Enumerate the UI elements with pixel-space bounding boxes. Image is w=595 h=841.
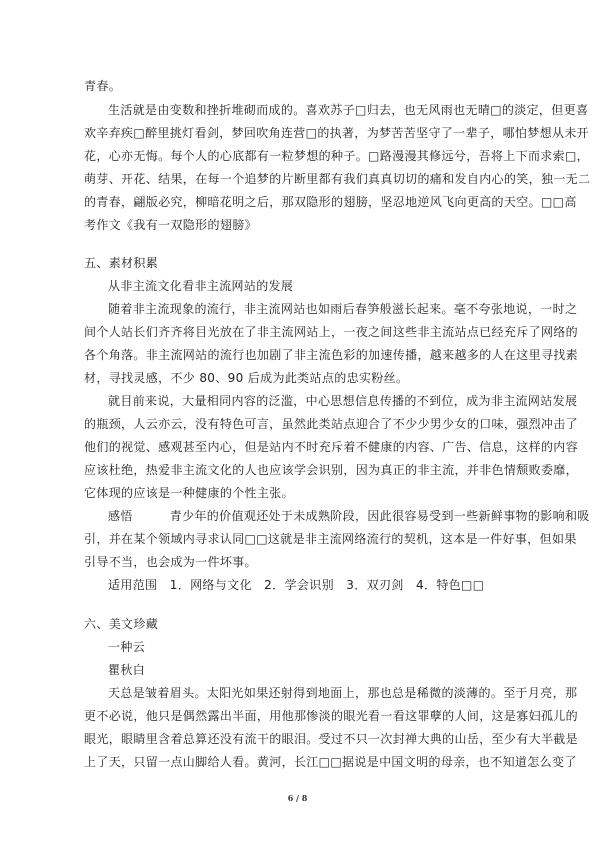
section-heading: 六、美文珍藏 [84,617,159,631]
text-line: 的瓶颈，人云亦云，没有特色可言，虽然此类站点迎合了不少少男少女的口味，强烈冲击了 [84,417,579,431]
text-line: 上了天，只留一点山脚给人看。黄河，长江□□据说是中国文明的母亲，也不知道怎么变了 [84,755,577,769]
text-line: 眼光，眼睛里含着总算还没有流干的眼泪。受过不只一次封禅大典的山岳，至少有大半截是 [84,732,579,746]
section-heading: 五、素材积累 [84,256,159,270]
text-line: 更不必说，他只是偶然露出半面，用他那惨淡的眼光看一看这罪孽的人间，这是寡妇孤儿的 [84,709,579,723]
text-line: 感悟 青少年的价值观还处于未成熟阶段，因此很容易受到一些新鲜事物的影响和吸 [108,509,590,523]
text-line: 各个角落。非主流网站的流行也加剧了非主流色彩的加速传播，越来越多的人在这里寻找素 [84,348,579,362]
text-line: 随着非主流现象的流行，非主流网站也如雨后春笋般滋长起来。毫不夸张地说，一时之 [108,302,578,316]
text-line: 生活就是由变数和挫折堆砌而成的。喜欢苏子□归去，也无风雨也无晴□的淡定，但更喜 [108,103,589,117]
text-line: 引导不当，也会成为一件坏事。 [84,555,257,569]
text-line: 欢辛弃疾□醉里挑灯看剑，梦回吹角连营□的执著，为梦苦苦坚守了一辈子，哪怕梦想从未开 [84,126,590,140]
text-line: 适用范围 1．网络与文化 2．学会识别 3．双刃剑 4．特色□□ [108,578,485,592]
text-line: 它体现的应该是一种健康的个性主张。 [84,486,294,500]
page-number: 6 / 8 [287,793,308,803]
text-line: 应该杜绝，热爱非主流文化的人也应该学会识别，因为真正的非主流，并非色情颓败委靡， [84,463,579,477]
text-line: 材，寻找灵感，不少 80、90 后成为此类站点的忠实粉丝。 [84,371,409,385]
text-line: 考作文《我有一双隐形的翅膀》 [84,218,257,232]
text-line: 引，并在某个领域内寻求认同□□这就是非主流网络流行的契机，这本是一件好事，但如果 [84,532,577,546]
text-line: 天总是皱着眉头。太阳光如果还射得到地面上，那也总是稀微的淡薄的。至于月亮，那 [108,686,578,700]
text-line: 的青春，翩版必究，柳暗花明之后，那双隐形的翅膀，坚忍地逆风飞向更高的天空。□□高 [84,195,577,209]
text-line: 间个人站长们齐齐将目光放在了非主流网站上，一夜之间这些非主流站点已经充斥了网络的 [84,325,579,339]
article-title: 从非主流文化看非主流网站的发展 [108,279,294,293]
text-line: 青春。 [84,79,122,93]
text-line: 萌芽、开花、结果，在每一个追梦的片断里都有我们真真切切的痛和发自内心的笑，独一无二 [84,172,591,186]
text-line: 就目前来说，大量相同内容的泛滥，中心思想信息传播的不到位，成为非主流网站发展 [108,394,578,408]
article-author: 瞿秋白 [108,663,146,677]
article-title: 一种云 [108,640,146,654]
text-line: 他们的视觉、感观甚至内心，但是站内不时充斥着不健康的内容、广告、信息，这样的内容 [84,440,579,454]
text-line: 花，心亦无悔。每个人的心底都有一粒梦想的种子。□路漫漫其修远兮，吾将上下而求索□， [84,149,590,163]
